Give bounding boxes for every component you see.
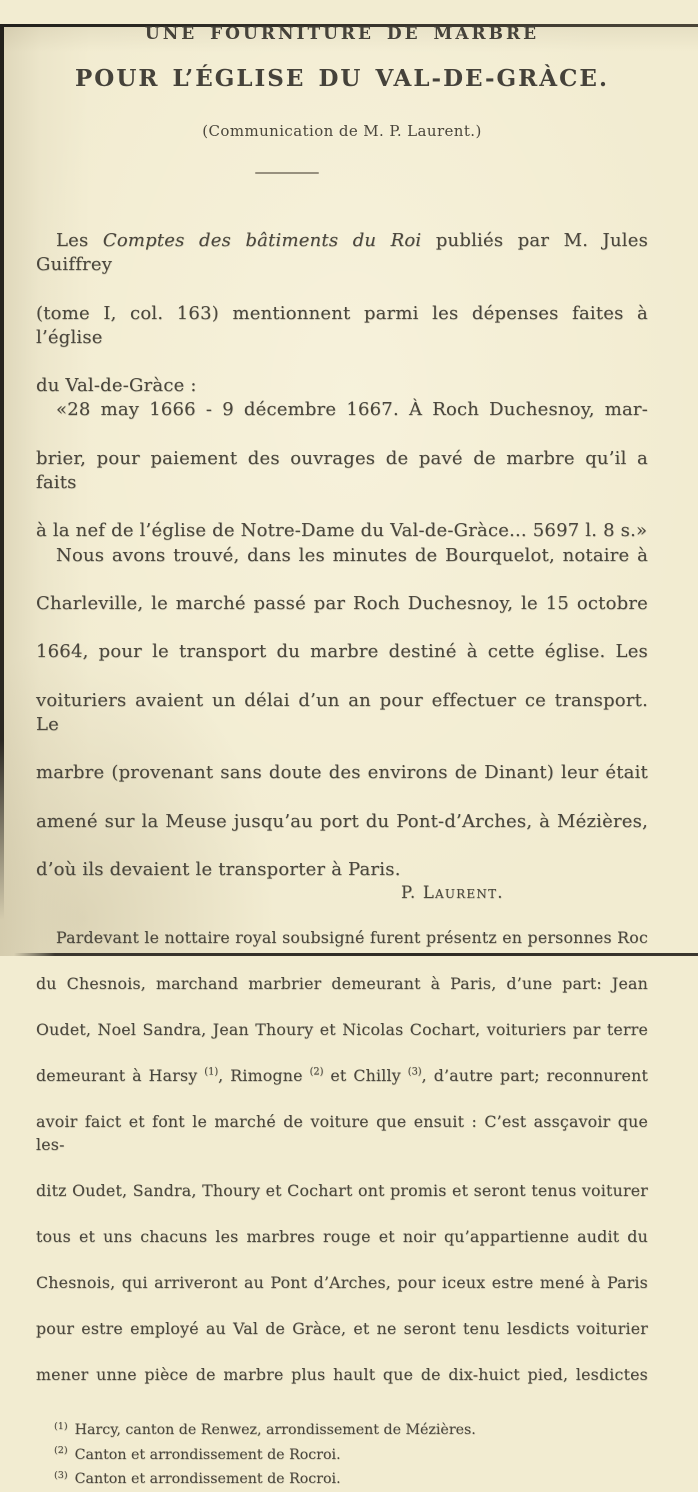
footnote-marker: (1) <box>54 1420 68 1432</box>
act-text: , d’autre part; reconnurent <box>421 1066 648 1086</box>
cited-work-title: Comptes des bâtiments du Roi <box>102 230 422 251</box>
act-line: pour estre employé au Val de Gràce, et ne seront tenu lesdicts voiturier <box>36 1319 648 1339</box>
act-text: demeurant à Harsy <box>36 1066 205 1086</box>
act-line: ditz Oudet, Sandra, Thoury et Cochart ont promis et seront tenus voiturer <box>36 1181 648 1201</box>
footnote-marker: (2) <box>54 1445 68 1457</box>
footnote-text: Canton et arrondissement de Rocroi. <box>74 1471 341 1488</box>
quote-line: «28 may 1666 - 9 décembre 1667. À Roch Duchesnoy, mar- <box>56 399 648 421</box>
intro-text: publiés par M. Jules Guiffrey <box>36 230 649 276</box>
author-signature: P. Laurent. <box>401 883 504 903</box>
article-title: POUR L’ÉGLISE DU VAL-DE-GRÀCE. <box>75 65 609 92</box>
footnote <box>54 1418 648 1443</box>
intro-line: du Val-de-Gràce : <box>36 375 197 397</box>
act-line: Chesnois, qui arriveront au Pont d’Arches, pour iceux estre mené à Paris <box>36 1273 648 1293</box>
footnote-ref-2: (2) <box>309 1067 324 1079</box>
intro-line: Nous avons trouvé, dans les minutes de Bourquelot, notaire à <box>56 544 648 566</box>
intro-line: d’où ils devaient le transporter à Paris. <box>36 859 401 881</box>
footnote-ref-3: (3) <box>407 1067 422 1079</box>
footnote-text: Canton et arrondissement de Rocroi. <box>74 1446 341 1463</box>
act-line: mener unne pièce de marbre plus hault que de dix-huict pied, lesdictes <box>36 1365 648 1385</box>
scanned-document-page <box>0 24 698 1488</box>
act-line: Pardevant le nottaire royal soubsigné furent présentz en personnes Roc <box>56 928 648 948</box>
intro-line: Charleville, le marché passé par Roch Duchesnoy, le 15 octobre <box>36 593 648 615</box>
page-content <box>0 24 698 1492</box>
footnote <box>54 1467 648 1492</box>
footnote-text: Harcy, canton de Renwez, arrondissement de Mézières. <box>74 1422 476 1439</box>
act-text: et Chilly <box>323 1066 408 1086</box>
article-supertitle: UNE FOURNITURE DE MARBRE <box>144 24 540 44</box>
act-line: tous et uns chacuns les marbres rouge et noir qu’appartienne audit du <box>36 1227 648 1247</box>
communication-byline: (Communication de M. P. Laurent.) <box>202 122 482 140</box>
footnote-ref-1: (1) <box>204 1067 219 1079</box>
footnote <box>54 1443 648 1468</box>
quote-line: à la nef de l’église de Notre-Dame du Val-de-Gràce... 5697 l. 8 s.» <box>36 520 648 542</box>
act-line: avoir faict et font le marché de voiture que ensuit : C’est assçavoir que les- <box>36 1112 648 1155</box>
footnote-marker: (3) <box>54 1469 68 1481</box>
intro-line: 1664, pour le transport du marbre destiné à cette église. Les <box>36 641 648 663</box>
act-line: Oudet, Noel Sandra, Jean Thoury et Nicolas Cochart, voituriers par terre <box>36 1020 648 1040</box>
act-line <box>36 1064 648 1110</box>
intro-line: voituriers avaient un délai d’un an pour effectuer ce transport. Le <box>36 689 648 736</box>
intro-line: marbre (provenant sans doute des environs de Dinant) leur était <box>36 762 648 784</box>
act-line: du Chesnois, marchand marbrier demeurant à Paris, d’une part: Jean <box>36 974 648 994</box>
intro-line <box>36 229 648 302</box>
act-text: , Rimogne <box>218 1066 310 1086</box>
intro-line: (tome I, col. 163) mentionnent parmi les dépenses faites à l’église <box>36 302 648 348</box>
introduction-block <box>36 229 648 882</box>
intro-text: Les <box>56 230 103 251</box>
notarial-act-block <box>36 926 648 1409</box>
intro-line: amené sur la Meuse jusqu’au port du Pont-d’Arches, à Mézières, <box>36 810 648 832</box>
quote-line: brier, pour paiement des ouvrages de pavé de marbre qu’il a faits <box>36 447 648 494</box>
section-divider-rule <box>255 172 319 174</box>
footnotes-block <box>36 1418 648 1492</box>
